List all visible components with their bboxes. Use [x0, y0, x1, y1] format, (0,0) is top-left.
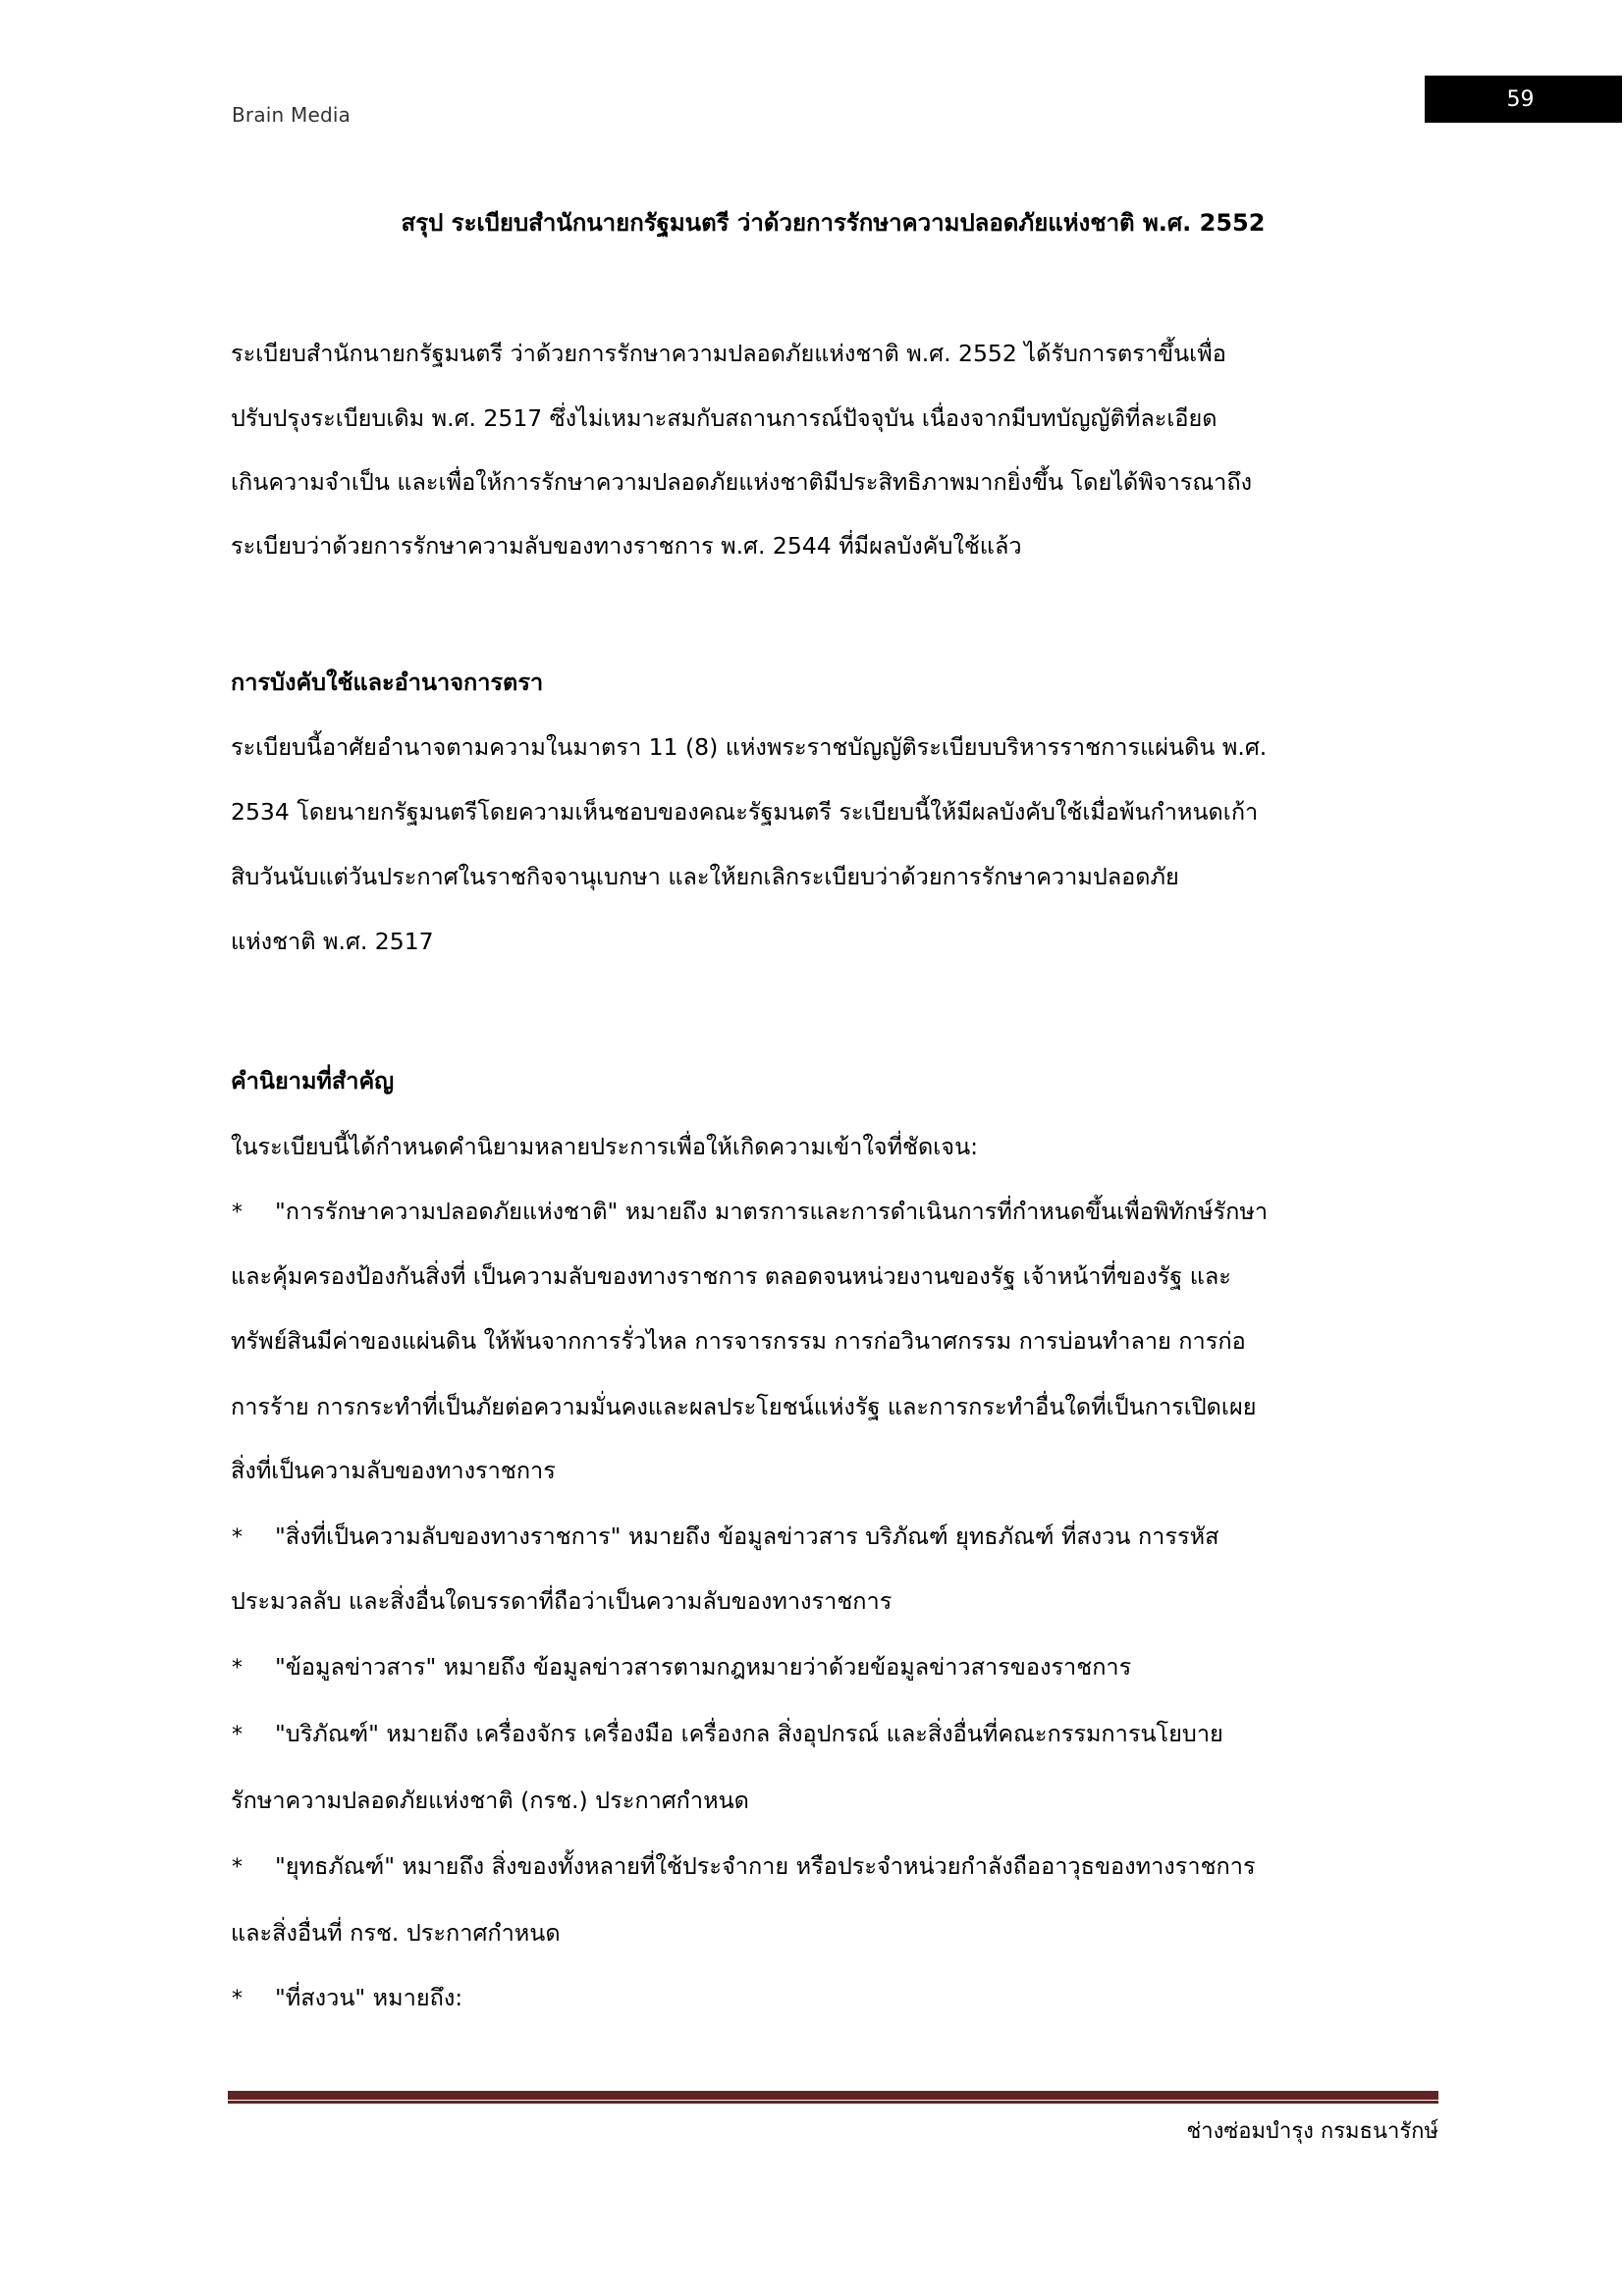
header-brand: Brain Media — [232, 103, 352, 127]
definition-text: "ยุทธภัณฑ์" หมายถึง สิ่งของทั้งหลายที่ใช้ประจำกาย หรือประจำหน่วยกำลังถืออาวุธของทางราชการ — [275, 1852, 1256, 1880]
definition-text: "ที่สงวน" หมายถึง: — [275, 1984, 463, 2011]
definition-text: "การรักษาความปลอดภัยแห่งชาติ" หมายถึง มาตรการและการดำเนินการที่กำหนดขึ้นเพื่อพิทักษ์รักษา — [275, 1198, 1269, 1225]
paragraph-line: ระเบียบสำนักนายกรัฐมนตรี ว่าด้วยการรักษาความปลอดภัยแห่งชาติ พ.ศ. 2552 ได้รับการตราขึ้นเพื่อ — [231, 340, 1226, 367]
paragraph-line: แห่งชาติ พ.ศ. 2517 — [231, 928, 434, 955]
paragraph-line: ระเบียบนี้อาศัยอำนาจตามความในมาตรา 11 (8) แห่งพระราชบัญญัติระเบียบบริหารราชการแผ่นดิน พ.ศ. — [231, 733, 1268, 761]
footer-rule-thick — [228, 2091, 1438, 2100]
section-heading-enforcement: การบังคับใช้และอำนาจการตรา — [231, 668, 544, 696]
paragraph-line: เกินความจำเป็น และเพื่อให้การรักษาความปลอดภัยแห่งชาติมีประสิทธิภาพมากยิ่งขึ้น โดยได้พิจารณาถึง — [231, 468, 1253, 496]
footer-rule-thin — [228, 2101, 1438, 2104]
definitions-intro: ในระเบียบนี้ได้กำหนดคำนิยามหลายประการเพื่อให้เกิดความเข้าใจที่ชัดเจน: — [231, 1133, 979, 1160]
paragraph-line: ปรับปรุงระเบียบเดิม พ.ศ. 2517 ซึ่งไม่เหมาะสมกับสถานการณ์ปัจจุบัน เนื่องจากมีบทบัญญัติที่ละเอียด — [231, 404, 1218, 432]
definition-text: "ข้อมูลข่าวสาร" หมายถึง ข้อมูลข่าวสารตามกฎหมายว่าด้วยข้อมูลข่าวสารของราชการ — [275, 1653, 1132, 1681]
definition-text: ประมวลลับ และสิ่งอื่นใดบรรดาที่ถือว่าเป็นความลับของทางราชการ — [231, 1587, 893, 1615]
paragraph-line: สิบวันนับแต่วันประกาศในราชกิจจานุเบกษา และให้ยกเลิกระเบียบว่าด้วยการรักษาความปลอดภัย — [231, 863, 1179, 890]
definition-text: "สิ่งที่เป็นความลับของทางราชการ" หมายถึง ข้อมูลข่าวสาร บริภัณฑ์ ยุทธภัณฑ์ ที่สงวน การรหัส — [275, 1522, 1219, 1550]
paragraph-line: 2534 โดยนายกรัฐมนตรีโดยความเห็นชอบของคณะรัฐมนตรี ระเบียบนี้ให้มีผลบังคับใช้เมื่อพ้นกำหนดเก้า — [231, 798, 1259, 826]
paragraph-line: ระเบียบว่าด้วยการรักษาความลับของทางราชการ พ.ศ. 2544 ที่มีผลบังคับใช้แล้ว — [231, 532, 1022, 560]
definition-text: และสิ่งอื่นที่ กรช. ประกาศกำหนด — [231, 1919, 561, 1947]
asterisk-bullet-icon: * — [232, 1855, 243, 1880]
asterisk-bullet-icon: * — [232, 1656, 243, 1681]
definition-text: ทรัพย์สินมีค่าของแผ่นดิน ให้พ้นจากการรั่วไหล การจารกรรม การก่อวินาศกรรม การบ่อนทำลาย การก่อ — [231, 1327, 1246, 1355]
footer-text: ช่างซ่อมบำรุง กรมธนารักษ์ — [1186, 2119, 1438, 2144]
asterisk-bullet-icon: * — [232, 1723, 243, 1747]
definition-text: การร้าย การกระทำที่เป็นภัยต่อความมั่นคงและผลประโยชน์แห่งรัฐ และการกระทำอื่นใดที่เป็นการเปิดเผย — [231, 1393, 1257, 1420]
asterisk-bullet-icon: * — [232, 1987, 243, 2011]
page-number-box — [1425, 76, 1622, 123]
definition-text: "บริภัณฑ์" หมายถึง เครื่องจักร เครื่องมือ เครื่องกล สิ่งอุปกรณ์ และสิ่งอื่นที่คณะกรรมการนโยบาย — [275, 1720, 1223, 1747]
definition-text: สิ่งที่เป็นความลับของทางราชการ — [231, 1457, 556, 1484]
section-heading-definitions: คำนิยามที่สำคัญ — [231, 1067, 395, 1095]
asterisk-bullet-icon: * — [232, 1201, 243, 1225]
definition-text: และคุ้มครองป้องกันสิ่งที่ เป็นความลับของทางราชการ ตลอดจนหน่วยงานของรัฐ เจ้าหน้าที่ของรัฐ และ — [231, 1262, 1231, 1290]
asterisk-bullet-icon: * — [232, 1525, 243, 1550]
document-title: สรุป ระเบียบสำนักนายกรัฐมนตรี ว่าด้วยการรักษาความปลอดภัยแห่งชาติ พ.ศ. 2552 — [401, 209, 1266, 237]
page-number: 59 — [1506, 86, 1535, 112]
definition-text: รักษาความปลอดภัยแห่งชาติ (กรช.) ประกาศกำหนด — [231, 1787, 749, 1814]
